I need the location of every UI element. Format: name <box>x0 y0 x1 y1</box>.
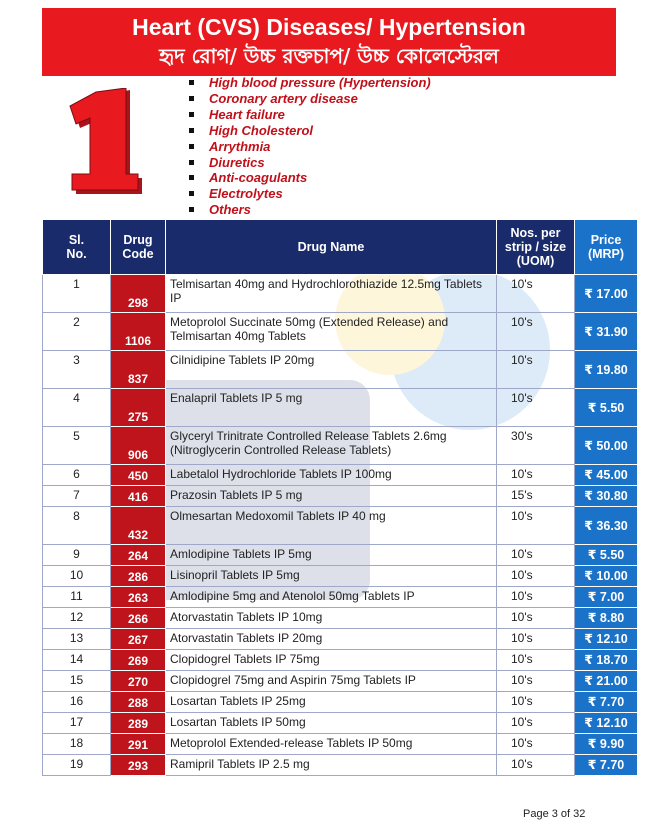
row-price: ₹ 7.70 <box>575 692 638 713</box>
bullet-square-icon <box>189 175 194 180</box>
category-item <box>188 123 431 139</box>
row-drug-name: Cilnidipine Tablets IP 20mg <box>166 351 497 389</box>
table-row <box>43 608 638 629</box>
category-label: Others <box>209 202 251 218</box>
row-price: ₹ 45.00 <box>575 465 638 486</box>
row-drug-code: 1106 <box>111 313 166 351</box>
row-sl-no: 15 <box>43 671 111 692</box>
row-sl-no: 7 <box>43 486 111 507</box>
col-header-drug-name: Drug Name <box>166 220 497 275</box>
table-row <box>43 713 638 734</box>
row-drug-name: Atorvastatin Tablets IP 10mg <box>166 608 497 629</box>
table-row <box>43 587 638 608</box>
row-uom: 10's <box>497 507 575 545</box>
row-drug-code: 266 <box>111 608 166 629</box>
row-drug-code: 288 <box>111 692 166 713</box>
category-label: Anti-coagulants <box>209 170 308 186</box>
row-uom: 30's <box>497 427 575 465</box>
row-price: ₹ 9.90 <box>575 734 638 755</box>
row-drug-code: 269 <box>111 650 166 671</box>
category-label: Arrythmia <box>209 138 271 154</box>
bullet-square-icon <box>189 207 194 212</box>
category-item <box>188 186 431 202</box>
table-row <box>43 671 638 692</box>
category-item <box>188 91 431 107</box>
row-sl-no: 12 <box>43 608 111 629</box>
category-item <box>188 155 431 171</box>
category-label: High Cholesterol <box>209 122 314 138</box>
table-row <box>43 755 638 776</box>
row-uom: 10's <box>497 351 575 389</box>
row-sl-no: 17 <box>43 713 111 734</box>
row-price: ₹ 21.00 <box>575 671 638 692</box>
row-price: ₹ 30.80 <box>575 486 638 507</box>
bullet-square-icon <box>189 112 194 117</box>
row-drug-name: Metoprolol Extended-release Tablets IP 50mg <box>166 734 497 755</box>
category-label: Electrolytes <box>209 186 283 202</box>
row-drug-name: Amlodipine 5mg and Atenolol 50mg Tablets IP <box>166 587 497 608</box>
bullet-square-icon <box>189 160 194 165</box>
row-sl-no: 18 <box>43 734 111 755</box>
row-sl-no: 14 <box>43 650 111 671</box>
row-uom: 10's <box>497 313 575 351</box>
row-drug-code: 837 <box>111 351 166 389</box>
page-banner <box>42 8 616 76</box>
banner-title-bengali: হৃদ রোগ/ উচ্চ রক্তচাপ/ উচ্চ কোলেস্টেরল <box>159 44 499 68</box>
category-label: Diuretics <box>209 154 265 170</box>
category-item <box>188 170 431 186</box>
row-uom: 10's <box>497 650 575 671</box>
row-drug-code: 275 <box>111 389 166 427</box>
row-price: ₹ 7.70 <box>575 755 638 776</box>
bullet-square-icon <box>189 80 194 85</box>
table-row <box>43 692 638 713</box>
category-item <box>188 202 431 218</box>
row-sl-no: 16 <box>43 692 111 713</box>
row-sl-no: 4 <box>43 389 111 427</box>
banner-title-english: Heart (CVS) Diseases/ Hypertension <box>132 14 526 40</box>
row-drug-name: Telmisartan 40mg and Hydrochlorothiazide 12.5mg Tablets IP <box>166 275 497 313</box>
row-sl-no: 11 <box>43 587 111 608</box>
row-sl-no: 3 <box>43 351 111 389</box>
row-drug-name: Atorvastatin Tablets IP 20mg <box>166 629 497 650</box>
table-row <box>43 734 638 755</box>
row-drug-code: 450 <box>111 465 166 486</box>
row-drug-name: Glyceryl Trinitrate Controlled Release Tablets 2.6mg (Nitroglycerin Controlled Release Tablets) <box>166 427 497 465</box>
row-price: ₹ 17.00 <box>575 275 638 313</box>
row-drug-code: 263 <box>111 587 166 608</box>
category-label: Coronary artery disease <box>209 90 358 106</box>
row-drug-code: 267 <box>111 629 166 650</box>
row-price: ₹ 18.70 <box>575 650 638 671</box>
drug-price-table <box>42 219 638 776</box>
col-header-sl-no: Sl. No. <box>43 220 111 275</box>
row-price: ₹ 10.00 <box>575 566 638 587</box>
row-sl-no: 10 <box>43 566 111 587</box>
row-drug-code: 298 <box>111 275 166 313</box>
row-price: ₹ 50.00 <box>575 427 638 465</box>
row-drug-name: Clopidogrel 75mg and Aspirin 75mg Tablets IP <box>166 671 497 692</box>
bullet-square-icon <box>189 144 194 149</box>
table-row <box>43 566 638 587</box>
row-drug-code: 286 <box>111 566 166 587</box>
category-label: Heart failure <box>209 106 285 122</box>
row-uom: 10's <box>497 713 575 734</box>
row-uom: 10's <box>497 755 575 776</box>
table-row <box>43 650 638 671</box>
row-drug-name: Olmesartan Medoxomil Tablets IP 40 mg <box>166 507 497 545</box>
row-drug-code: 432 <box>111 507 166 545</box>
bullet-square-icon <box>189 96 194 101</box>
row-drug-code: 291 <box>111 734 166 755</box>
row-price: ₹ 12.10 <box>575 629 638 650</box>
row-sl-no: 5 <box>43 427 111 465</box>
row-sl-no: 9 <box>43 545 111 566</box>
table-row <box>43 545 638 566</box>
row-drug-name: Losartan Tablets IP 25mg <box>166 692 497 713</box>
table-header-row <box>43 220 638 275</box>
bullet-square-icon <box>189 191 194 196</box>
row-drug-name: Losartan Tablets IP 50mg <box>166 713 497 734</box>
row-uom: 10's <box>497 629 575 650</box>
table-row <box>43 275 638 313</box>
table-row <box>43 313 638 351</box>
col-header-price: Price (MRP) <box>575 220 638 275</box>
row-price: ₹ 7.00 <box>575 587 638 608</box>
table-row <box>43 351 638 389</box>
row-drug-name: Labetalol Hydrochloride Tablets IP 100mg <box>166 465 497 486</box>
row-uom: 10's <box>497 275 575 313</box>
category-item <box>188 75 431 91</box>
row-sl-no: 2 <box>43 313 111 351</box>
row-price: ₹ 19.80 <box>575 351 638 389</box>
row-price: ₹ 36.30 <box>575 507 638 545</box>
row-drug-code: 270 <box>111 671 166 692</box>
row-uom: 10's <box>497 566 575 587</box>
row-sl-no: 13 <box>43 629 111 650</box>
col-header-uom: Nos. per strip / size (UOM) <box>497 220 575 275</box>
table-row <box>43 629 638 650</box>
row-uom: 15's <box>497 486 575 507</box>
row-price: ₹ 5.50 <box>575 389 638 427</box>
row-sl-no: 6 <box>43 465 111 486</box>
table-row <box>43 486 638 507</box>
row-sl-no: 1 <box>43 275 111 313</box>
bullet-square-icon <box>189 128 194 133</box>
category-label: High blood pressure (Hypertension) <box>209 75 431 90</box>
row-drug-code: 289 <box>111 713 166 734</box>
category-item <box>188 139 431 155</box>
row-drug-name: Clopidogrel Tablets IP 75mg <box>166 650 497 671</box>
category-item <box>188 107 431 123</box>
table-row <box>43 465 638 486</box>
row-drug-name: Prazosin Tablets IP 5 mg <box>166 486 497 507</box>
row-sl-no: 19 <box>43 755 111 776</box>
row-drug-name: Metoprolol Succinate 50mg (Extended Release) and Telmisartan 40mg Tablets <box>166 313 497 351</box>
row-uom: 10's <box>497 389 575 427</box>
row-drug-code: 264 <box>111 545 166 566</box>
row-price: ₹ 12.10 <box>575 713 638 734</box>
row-drug-name: Lisinopril Tablets IP 5mg <box>166 566 497 587</box>
row-drug-code: 906 <box>111 427 166 465</box>
row-price: ₹ 8.80 <box>575 608 638 629</box>
row-uom: 10's <box>497 608 575 629</box>
row-uom: 10's <box>497 671 575 692</box>
page-number: Page 3 of 32 <box>523 808 586 820</box>
row-uom: 10's <box>497 465 575 486</box>
table-row <box>43 427 638 465</box>
col-header-drug-code: Drug Code <box>111 220 166 275</box>
row-drug-name: Enalapril Tablets IP 5 mg <box>166 389 497 427</box>
table-row <box>43 389 638 427</box>
row-price: ₹ 5.50 <box>575 545 638 566</box>
row-drug-code: 416 <box>111 486 166 507</box>
row-uom: 10's <box>497 587 575 608</box>
row-drug-name: Ramipril Tablets IP 2.5 mg <box>166 755 497 776</box>
row-sl-no: 8 <box>43 507 111 545</box>
section-number-one-icon <box>56 88 146 196</box>
row-uom: 10's <box>497 734 575 755</box>
row-drug-name: Amlodipine Tablets IP 5mg <box>166 545 497 566</box>
row-uom: 10's <box>497 545 575 566</box>
row-drug-code: 293 <box>111 755 166 776</box>
category-list <box>188 75 431 218</box>
row-price: ₹ 31.90 <box>575 313 638 351</box>
table-row <box>43 507 638 545</box>
row-uom: 10's <box>497 692 575 713</box>
